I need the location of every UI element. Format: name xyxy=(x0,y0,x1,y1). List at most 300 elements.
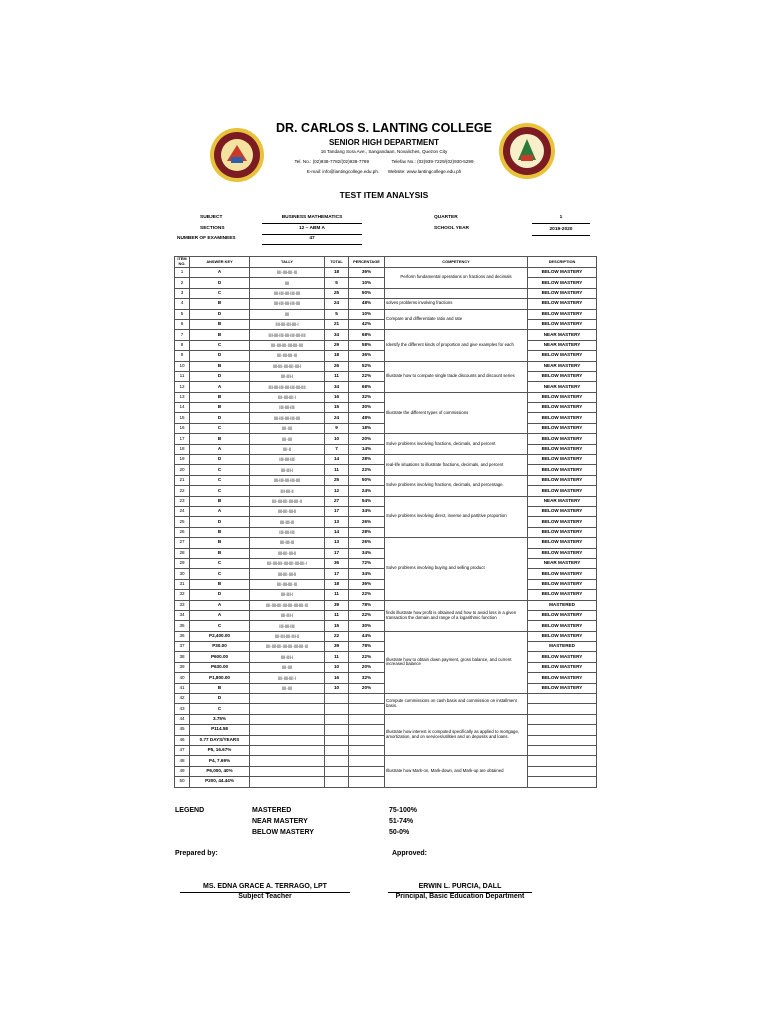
percentage-cell: 22% xyxy=(349,610,385,620)
answer-key-cell: C xyxy=(190,558,250,568)
competency-cell: Identify the different kinds of proportion and give examples for each xyxy=(385,330,528,361)
competency-cell: Illustrate how interest is computed specifically as applied to mortgage, amortization, and on services/utilities and on deposits and loans. xyxy=(385,714,528,756)
description-cell: BELOW MASTERY xyxy=(528,590,597,600)
answer-key-cell: B xyxy=(190,548,250,558)
tally-cell: ||||-||||-||||-|| xyxy=(250,569,325,579)
table-row xyxy=(175,756,597,766)
total-cell: 13 xyxy=(325,538,349,548)
description-cell: BELOW MASTERY xyxy=(528,278,597,288)
percentage-cell: 50% xyxy=(349,475,385,485)
description-cell: NEAR MASTERY xyxy=(528,496,597,506)
item-no-cell: 26 xyxy=(175,527,190,537)
total-cell: 13 xyxy=(325,517,349,527)
competency-cell: finds illustrate how profit is obtained and how to avoid loss in a given transaction the domain and range of a logarithmic function xyxy=(385,600,528,631)
answer-key-cell: D xyxy=(190,590,250,600)
percentage-cell: 30% xyxy=(349,403,385,413)
answer-key-cell: B xyxy=(190,579,250,589)
total-cell: 22 xyxy=(325,631,349,641)
percentage-cell: 10% xyxy=(349,309,385,319)
description-cell: BELOW MASTERY xyxy=(528,371,597,381)
total-cell: 25 xyxy=(325,475,349,485)
item-no-cell: 40 xyxy=(175,673,190,683)
description-cell: NEAR MASTERY xyxy=(528,382,597,392)
tally-cell: ||||-||||-|||| xyxy=(250,455,325,465)
description-cell xyxy=(528,745,597,755)
tally-cell: ||||-||||-||||-||||-||||-||||-|||| xyxy=(250,330,325,340)
item-no-cell: 5 xyxy=(175,309,190,319)
answer-key-cell: P2,400.00 xyxy=(190,631,250,641)
table-row xyxy=(175,475,597,485)
total-cell: 25 xyxy=(325,288,349,298)
item-analysis-table xyxy=(174,256,597,788)
approved-label: Approved: xyxy=(392,850,427,857)
answer-key-cell: C xyxy=(190,475,250,485)
answer-key-cell: 0.77 DAYS/YEARS xyxy=(190,735,250,745)
answer-key-cell: B xyxy=(190,392,250,402)
total-cell: 16 xyxy=(325,673,349,683)
percentage-cell: 68% xyxy=(349,330,385,340)
percentage-cell: 34% xyxy=(349,548,385,558)
description-cell: BELOW MASTERY xyxy=(528,444,597,454)
item-no-cell: 34 xyxy=(175,610,190,620)
description-cell: BELOW MASTERY xyxy=(528,579,597,589)
answer-key-cell: D xyxy=(190,694,250,704)
percentage-cell: 22% xyxy=(349,590,385,600)
tally-cell: ||||-||||-|||| xyxy=(250,527,325,537)
item-no-cell: 29 xyxy=(175,558,190,568)
total-cell: 10 xyxy=(325,434,349,444)
total-cell: 16 xyxy=(325,392,349,402)
percentage-cell: 36% xyxy=(349,351,385,361)
item-no-cell: 35 xyxy=(175,621,190,631)
tally-cell: ||||-||||-| xyxy=(250,465,325,475)
percentage-cell xyxy=(349,766,385,776)
table-row xyxy=(175,361,597,371)
item-no-cell: 16 xyxy=(175,423,190,433)
item-no-cell: 33 xyxy=(175,600,190,610)
answer-key-cell: D xyxy=(190,278,250,288)
item-no-cell: 47 xyxy=(175,745,190,755)
total-cell: 12 xyxy=(325,486,349,496)
department-name: SENIOR HIGH DEPARTMENT xyxy=(328,138,440,147)
percentage-cell: 44% xyxy=(349,631,385,641)
tally-cell: ||||-||||-| xyxy=(250,610,325,620)
percentage-cell xyxy=(349,714,385,724)
percentage-cell: 20% xyxy=(349,683,385,693)
percentage-cell: 28% xyxy=(349,527,385,537)
answer-key-cell: P4, 7.69% xyxy=(190,756,250,766)
description-cell: BELOW MASTERY xyxy=(528,610,597,620)
item-no-cell: 50 xyxy=(175,777,190,787)
sections-label: SECTIONS xyxy=(200,226,225,231)
answer-key-cell: A xyxy=(190,506,250,516)
legend-below-mastery: BELOW MASTERY xyxy=(252,829,314,836)
item-no-cell: 24 xyxy=(175,506,190,516)
description-cell: BELOW MASTERY xyxy=(528,683,597,693)
answer-key-cell: D xyxy=(190,309,250,319)
item-no-cell: 2 xyxy=(175,278,190,288)
table-row xyxy=(175,714,597,724)
tally-cell: ||||-||||-||||-||||-|| xyxy=(250,631,325,641)
tally-cell: ||||-||||-||||-||||-||||-| xyxy=(250,361,325,371)
total-cell xyxy=(325,704,349,714)
total-cell: 27 xyxy=(325,496,349,506)
total-cell: 26 xyxy=(325,361,349,371)
item-no-cell: 1 xyxy=(175,268,190,278)
total-cell: 18 xyxy=(325,579,349,589)
item-no-cell: 7 xyxy=(175,330,190,340)
tally-cell: ||||-||||-||||-||||-||||-|||| xyxy=(250,340,325,350)
tally-cell: ||||-|||| xyxy=(250,662,325,672)
tally-cell xyxy=(250,714,325,724)
legend-below-mastery-range: 50-0% xyxy=(389,829,410,836)
total-cell: 17 xyxy=(325,506,349,516)
subject-label: SUBJECT xyxy=(200,215,223,220)
description-cell xyxy=(528,704,597,714)
total-cell: 24 xyxy=(325,299,349,309)
answer-key-cell: C xyxy=(190,465,250,475)
answer-key-cell: C xyxy=(190,569,250,579)
item-no-cell: 21 xyxy=(175,475,190,485)
table-row xyxy=(175,496,597,506)
item-no-cell: 3 xyxy=(175,288,190,298)
percentage-cell: 22% xyxy=(349,652,385,662)
percentage-cell: 48% xyxy=(349,299,385,309)
legend-near-mastery-range: 51-74% xyxy=(389,818,414,825)
item-no-cell: 37 xyxy=(175,642,190,652)
answer-key-cell: P6,000, 40% xyxy=(190,766,250,776)
total-cell: 34 xyxy=(325,330,349,340)
percentage-cell xyxy=(349,725,385,735)
item-no-cell: 18 xyxy=(175,444,190,454)
percentage-cell: 18% xyxy=(349,423,385,433)
percentage-cell xyxy=(349,745,385,755)
percentage-cell xyxy=(349,777,385,787)
tally-cell xyxy=(250,766,325,776)
description-cell: BELOW MASTERY xyxy=(528,413,597,423)
description-cell xyxy=(528,694,597,704)
percentage-cell: 20% xyxy=(349,434,385,444)
answer-key-cell: D xyxy=(190,517,250,527)
competency-cell: Solve problems involving fractions, decimals, and percentage. xyxy=(385,475,528,496)
table-row xyxy=(175,309,597,319)
item-no-cell: 15 xyxy=(175,413,190,423)
percentage-cell: 10% xyxy=(349,278,385,288)
item-no-cell: 8 xyxy=(175,340,190,350)
answer-key-cell: B xyxy=(190,319,250,329)
table-row xyxy=(175,694,597,704)
item-no-cell: 17 xyxy=(175,434,190,444)
total-cell: 14 xyxy=(325,527,349,537)
answer-key-cell: B xyxy=(190,527,250,537)
total-cell: 5 xyxy=(325,309,349,319)
item-no-cell: 42 xyxy=(175,694,190,704)
description-cell: BELOW MASTERY xyxy=(528,631,597,641)
item-no-cell: 11 xyxy=(175,371,190,381)
description-cell: BELOW MASTERY xyxy=(528,538,597,548)
description-cell: BELOW MASTERY xyxy=(528,527,597,537)
tally-cell: ||||-|||| xyxy=(250,434,325,444)
total-cell xyxy=(325,735,349,745)
item-no-cell: 27 xyxy=(175,538,190,548)
table-row xyxy=(175,268,597,278)
college-name: DR. CARLOS S. LANTING COLLEGE xyxy=(276,121,492,135)
item-no-cell: 10 xyxy=(175,361,190,371)
competency-cell: real-life situations to illustrate fractions, decimals, and percent xyxy=(385,455,528,476)
item-no-cell: 4 xyxy=(175,299,190,309)
teacher-name: MS. EDNA GRACE A. TERRAGO, LPT xyxy=(203,883,327,890)
competency-cell: Illustrate how Mark-on, Mark-down, and Mark-up are obtained xyxy=(385,756,528,787)
competency-cell: Illustrate the different types of commissions xyxy=(385,392,528,434)
percentage-cell: 52% xyxy=(349,361,385,371)
description-cell: MASTERED xyxy=(528,600,597,610)
total-cell: 15 xyxy=(325,621,349,631)
total-cell: 39 xyxy=(325,642,349,652)
item-no-cell: 49 xyxy=(175,766,190,776)
competency-cell: Compare and differentiate ratio and rate xyxy=(385,309,528,330)
percentage-cell: 34% xyxy=(349,506,385,516)
description-cell: BELOW MASTERY xyxy=(528,475,597,485)
answer-key-cell: B xyxy=(190,361,250,371)
total-cell: 5 xyxy=(325,278,349,288)
principal-name: ERWIN L. PURCIA, DALL xyxy=(418,883,502,890)
total-cell xyxy=(325,745,349,755)
tally-cell: ||||-|| xyxy=(250,444,325,454)
prepared-by-label: Prepared by: xyxy=(175,850,218,857)
description-cell xyxy=(528,714,597,724)
item-no-cell: 44 xyxy=(175,714,190,724)
description-cell: BELOW MASTERY xyxy=(528,309,597,319)
item-no-cell: 22 xyxy=(175,486,190,496)
description-cell: BELOW MASTERY xyxy=(528,288,597,298)
description-cell: BELOW MASTERY xyxy=(528,486,597,496)
total-cell: 17 xyxy=(325,569,349,579)
contact-web xyxy=(0,169,768,174)
description-cell xyxy=(528,735,597,745)
competency-cell xyxy=(385,288,528,298)
total-cell: 36 xyxy=(325,558,349,568)
answer-key-cell: A xyxy=(190,268,250,278)
header-tally: TALLY xyxy=(250,257,325,268)
tally-cell: ||||-||||-||||-||||-|||| xyxy=(250,299,325,309)
table-row xyxy=(175,600,597,610)
tally-cell: ||||-||||-|||| xyxy=(250,403,325,413)
total-cell xyxy=(325,694,349,704)
answer-key-cell: P200, 44.44% xyxy=(190,777,250,787)
description-cell: BELOW MASTERY xyxy=(528,392,597,402)
tally-cell xyxy=(250,735,325,745)
tally-cell xyxy=(250,725,325,735)
legend-near-mastery: NEAR MASTERY xyxy=(252,818,308,825)
total-cell: 9 xyxy=(325,423,349,433)
website: Website: www.lantingcollege.edu.ph xyxy=(387,169,462,174)
item-no-cell: 9 xyxy=(175,351,190,361)
description-cell: BELOW MASTERY xyxy=(528,455,597,465)
header-percentage: PERCENTAGE xyxy=(349,257,385,268)
answer-key-cell: P30.00 xyxy=(190,642,250,652)
tally-cell xyxy=(250,694,325,704)
tally-cell: ||||-|||| xyxy=(250,423,325,433)
total-cell: 14 xyxy=(325,455,349,465)
email-address: E-mail: info@lantingcollege.edu.ph. xyxy=(306,169,380,174)
description-cell: BELOW MASTERY xyxy=(528,423,597,433)
item-no-cell: 25 xyxy=(175,517,190,527)
answer-key-cell: A xyxy=(190,610,250,620)
school-year-value: 2019-2020 xyxy=(549,227,573,232)
percentage-cell xyxy=(349,694,385,704)
table-row xyxy=(175,330,597,340)
percentage-cell: 22% xyxy=(349,371,385,381)
legend-mastered-range: 75-100% xyxy=(389,807,418,814)
item-no-cell: 20 xyxy=(175,465,190,475)
answer-key-cell: B xyxy=(190,538,250,548)
description-cell: BELOW MASTERY xyxy=(528,299,597,309)
table-row xyxy=(175,288,597,298)
tally-cell: ||||-||||-||||-||||-|||| xyxy=(250,475,325,485)
total-cell: 11 xyxy=(325,465,349,475)
tally-cell: ||||-||||-||||-||||-||||-||||-||||-| xyxy=(250,558,325,568)
description-cell: NEAR MASTERY xyxy=(528,340,597,350)
percentage-cell: 32% xyxy=(349,392,385,402)
tally-cell: ||||-||||-||||-||| xyxy=(250,351,325,361)
tally-cell: ||||-||||-| xyxy=(250,652,325,662)
tally-cell xyxy=(250,777,325,787)
total-cell: 34 xyxy=(325,382,349,392)
percentage-cell: 20% xyxy=(349,662,385,672)
answer-key-cell: P5, 16.67% xyxy=(190,745,250,755)
item-no-cell: 32 xyxy=(175,590,190,600)
tally-cell: ||||-||||-| xyxy=(250,371,325,381)
competency-cell: Illustrate how to obtain down payment, gross balance, and current increased balance xyxy=(385,631,528,693)
item-no-cell: 23 xyxy=(175,496,190,506)
answer-key-cell: D xyxy=(190,413,250,423)
tally-cell: ||||-||||-||||-|| xyxy=(250,548,325,558)
total-cell: 18 xyxy=(325,268,349,278)
school-year-label: SCHOOL YEAR xyxy=(434,226,470,231)
college-seal-left xyxy=(209,127,265,183)
description-cell: BELOW MASTERY xyxy=(528,548,597,558)
percentage-cell: 34% xyxy=(349,569,385,579)
tally-cell: ||||-||||-||||-||||-||||-||||-|||| xyxy=(250,382,325,392)
description-cell: BELOW MASTERY xyxy=(528,403,597,413)
total-cell: 11 xyxy=(325,590,349,600)
total-cell: 17 xyxy=(325,548,349,558)
competency-cell: solves problems involving fractions xyxy=(385,299,528,309)
competency-cell: Solve problems involving buying and selling product xyxy=(385,538,528,600)
table-row xyxy=(175,299,597,309)
answer-key-cell: B xyxy=(190,299,250,309)
percentage-cell: 50% xyxy=(349,288,385,298)
item-no-cell: 48 xyxy=(175,756,190,766)
answer-key-cell: P114.58 xyxy=(190,725,250,735)
legend-mastered: MASTERED xyxy=(252,807,292,814)
header-total: TOTAL xyxy=(325,257,349,268)
header-competency: COMPETENCY xyxy=(385,257,528,268)
tally-cell: |||| xyxy=(250,309,325,319)
description-cell: MASTERED xyxy=(528,642,597,652)
examinees-value: 47 xyxy=(309,236,315,241)
item-no-cell: 46 xyxy=(175,735,190,745)
tally-cell: ||||-||||-| xyxy=(250,590,325,600)
subject-value: BUSINESS MATHEMATICS xyxy=(281,215,343,220)
description-cell: BELOW MASTERY xyxy=(528,319,597,329)
total-cell: 10 xyxy=(325,662,349,672)
total-cell: 11 xyxy=(325,610,349,620)
percentage-cell: 78% xyxy=(349,642,385,652)
answer-key-cell: D xyxy=(190,371,250,381)
item-no-cell: 31 xyxy=(175,579,190,589)
answer-key-cell: P1,800.00 xyxy=(190,673,250,683)
telefax-numbers: Telefax No.: (02)939-7229/(02)930-5299 xyxy=(391,159,474,164)
answer-key-cell: A xyxy=(190,382,250,392)
percentage-cell: 72% xyxy=(349,558,385,568)
tally-cell xyxy=(250,704,325,714)
percentage-cell: 32% xyxy=(349,673,385,683)
table-header-row xyxy=(175,257,597,268)
answer-key-cell: B xyxy=(190,683,250,693)
tally-cell: |||| xyxy=(250,278,325,288)
table-row xyxy=(175,392,597,402)
tally-cell xyxy=(250,756,325,766)
table-row xyxy=(175,538,597,548)
quarter-value: 1 xyxy=(559,215,563,220)
tally-cell: ||||-||||-||||-||||-||||-||||-||||-||| xyxy=(250,642,325,652)
total-cell xyxy=(325,725,349,735)
competency-cell: Illustrate how to compute single trade discounts and discount series xyxy=(385,361,528,392)
percentage-cell: 58% xyxy=(349,340,385,350)
tally-cell: ||||-||||-||||-||||-||||-|| xyxy=(250,496,325,506)
percentage-cell: 26% xyxy=(349,538,385,548)
total-cell xyxy=(325,714,349,724)
description-cell: BELOW MASTERY xyxy=(528,268,597,278)
answer-key-cell: B xyxy=(190,496,250,506)
description-cell: BELOW MASTERY xyxy=(528,434,597,444)
total-cell: 7 xyxy=(325,444,349,454)
table-row xyxy=(175,455,597,465)
quarter-label: QUARTER xyxy=(434,215,458,220)
tally-cell: ||||-||||-||||-||||-| xyxy=(250,319,325,329)
description-cell xyxy=(528,725,597,735)
item-no-cell: 28 xyxy=(175,548,190,558)
item-no-cell: 14 xyxy=(175,403,190,413)
examinees-label: NUMBER OF EXAMINEES xyxy=(177,236,236,241)
description-cell: NEAR MASTERY xyxy=(528,558,597,568)
teacher-title: Subject Teacher xyxy=(238,893,292,900)
tally-cell: ||||-||||-||| xyxy=(250,517,325,527)
total-cell: 39 xyxy=(325,600,349,610)
description-cell: BELOW MASTERY xyxy=(528,673,597,683)
description-cell: BELOW MASTERY xyxy=(528,662,597,672)
total-cell: 24 xyxy=(325,413,349,423)
tally-cell: ||||-||||-||||-||||-||||-||||-||||-||| xyxy=(250,600,325,610)
competency-cell: Perform fundamental operations on fractions and decimals xyxy=(385,268,528,289)
legend-label: LEGEND xyxy=(175,807,205,814)
college-address: 16 Tandang Sora Ave., Sangandaan, Novaliches, Quezon City xyxy=(320,149,448,154)
tally-cell: ||||-||||-||||-||| xyxy=(250,268,325,278)
percentage-cell: 26% xyxy=(349,517,385,527)
contact-phones xyxy=(0,159,768,164)
percentage-cell: 54% xyxy=(349,496,385,506)
percentage-cell: 28% xyxy=(349,455,385,465)
report-title: TEST ITEM ANALYSIS xyxy=(339,190,429,200)
percentage-cell: 78% xyxy=(349,600,385,610)
tally-cell: ||||-||||-||||-||| xyxy=(250,579,325,589)
percentage-cell: 36% xyxy=(349,268,385,278)
answer-key-cell: D xyxy=(190,455,250,465)
percentage-cell: 30% xyxy=(349,621,385,631)
percentage-cell: 36% xyxy=(349,579,385,589)
tally-cell: ||||-||||-|| xyxy=(250,486,325,496)
